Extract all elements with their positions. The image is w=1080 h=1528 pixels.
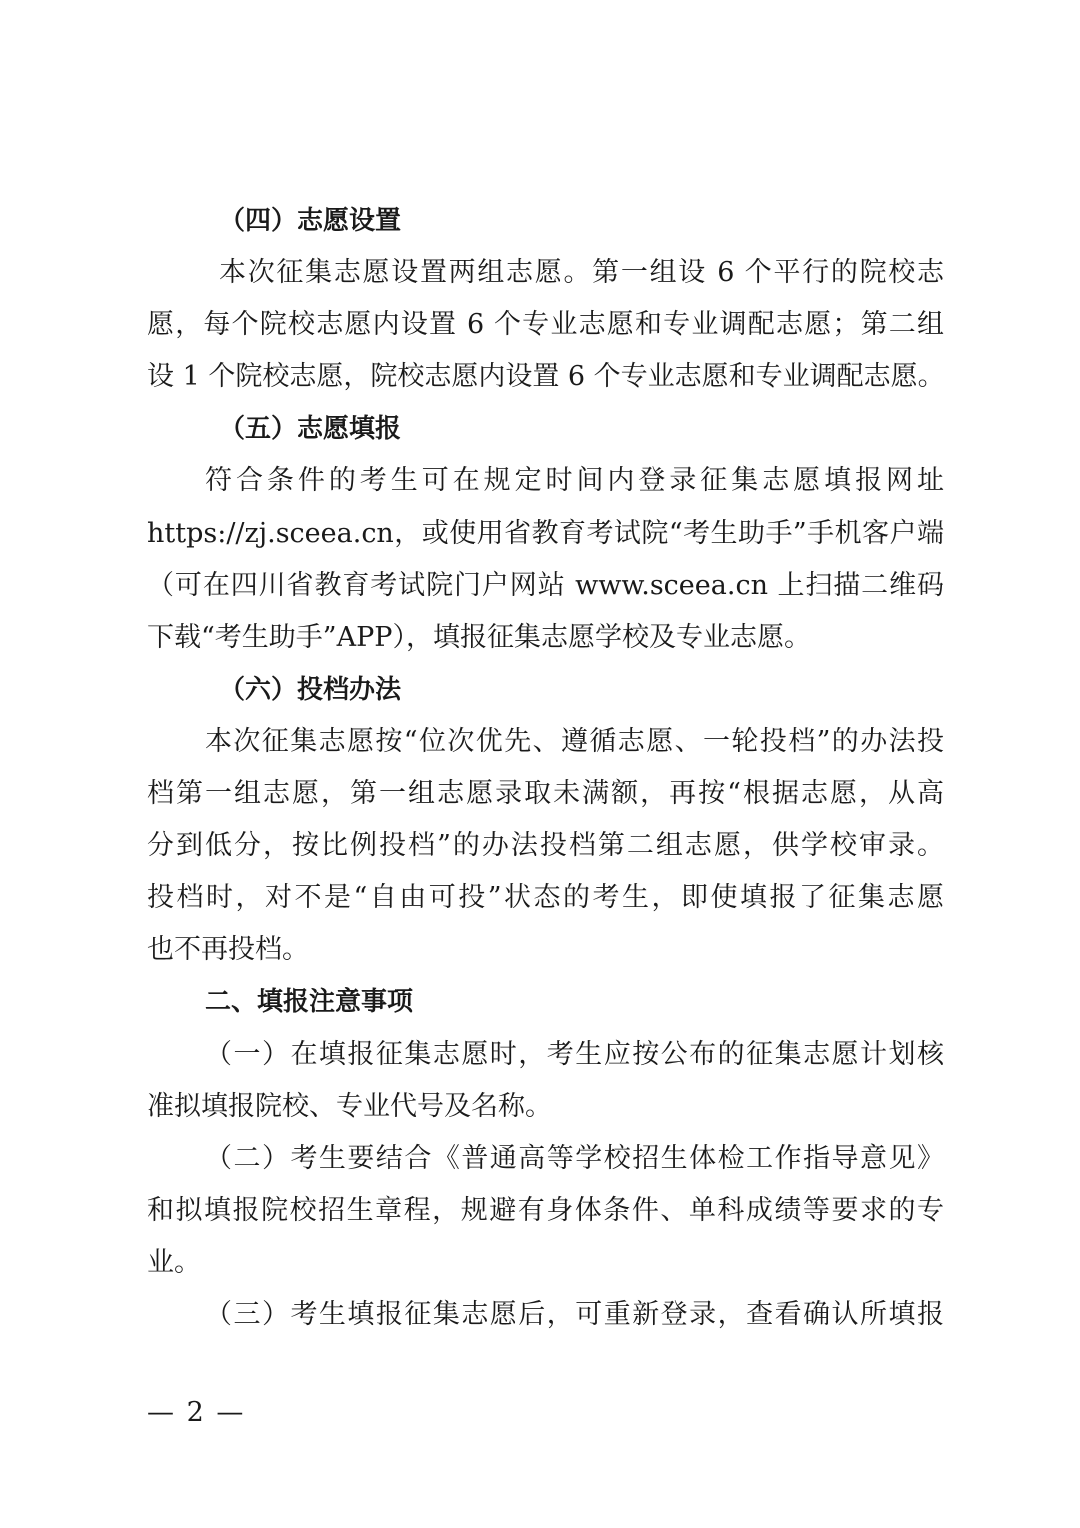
section-heading-volunteer-filing: （五）志愿填报 [219, 414, 402, 445]
paragraph-line-with-url: （可在四川省教育考试院门户网站 www.sceea.cn 上扫描二维码 [147, 569, 944, 601]
paragraph-line: 本次征集志愿按“位次优先、遵循志愿、一轮投档”的办法投 [205, 725, 944, 757]
paragraph-line: 愿，每个院校志愿内设置 6 个专业志愿和专业调配志愿；第二组 [147, 309, 944, 341]
paragraph-line: 分到低分，按比例投档”的办法投档第二组志愿，供学校审录。 [147, 830, 944, 862]
paragraph-line: 准拟填报院校、专业代号及名称。 [147, 1090, 552, 1122]
paragraph-line: 也不再投档。 [147, 934, 309, 966]
paragraph-line: （三）考生填报征集志愿后，可重新登录，查看确认所填报 [205, 1298, 944, 1330]
section-heading-volunteer-setup: （四）志愿设置 [219, 206, 402, 236]
page-number: — 2 — [147, 1397, 246, 1428]
document-body [147, 195, 944, 1341]
paragraph-line: 投档时，对不是“自由可投”状态的考生，即使填报了征集志愿 [147, 882, 944, 914]
paragraph-line: 本次征集志愿设置两组志愿。第一组设 6 个平行的院校志 [219, 257, 944, 289]
paragraph-line: 档第一组志愿，第一组志愿录取未满额，再按“根据志愿，从高 [147, 778, 944, 810]
paragraph-line: 和拟填报院校招生章程，规避有身体条件、单科成绩等要求的专 [147, 1194, 944, 1226]
paragraph-line: 业。 [147, 1246, 201, 1278]
paragraph-line: 设 1 个院校志愿，院校志愿内设置 6 个专业志愿和专业调配志愿。 [147, 361, 945, 393]
paragraph-line: 符合条件的考生可在规定时间内登录征集志愿填报网址 [205, 465, 944, 497]
paragraph-line: （二）考生要结合《普通高等学校招生体检工作指导意见》 [205, 1142, 944, 1174]
paragraph-line: （一）在填报征集志愿时，考生应按公布的征集志愿计划核 [205, 1038, 944, 1070]
section-heading-filing-method: （六）投档办法 [219, 674, 402, 705]
paragraph-line: 下载“考生助手”APP），填报征集志愿学校及专业志愿。 [147, 621, 811, 653]
paragraph-line-with-url: https://zj.sceea.cn，或使用省教育考试院“考生助手”手机客户端 [147, 517, 944, 549]
part-heading-filing-notes: 二、填报注意事项 [205, 987, 414, 1018]
